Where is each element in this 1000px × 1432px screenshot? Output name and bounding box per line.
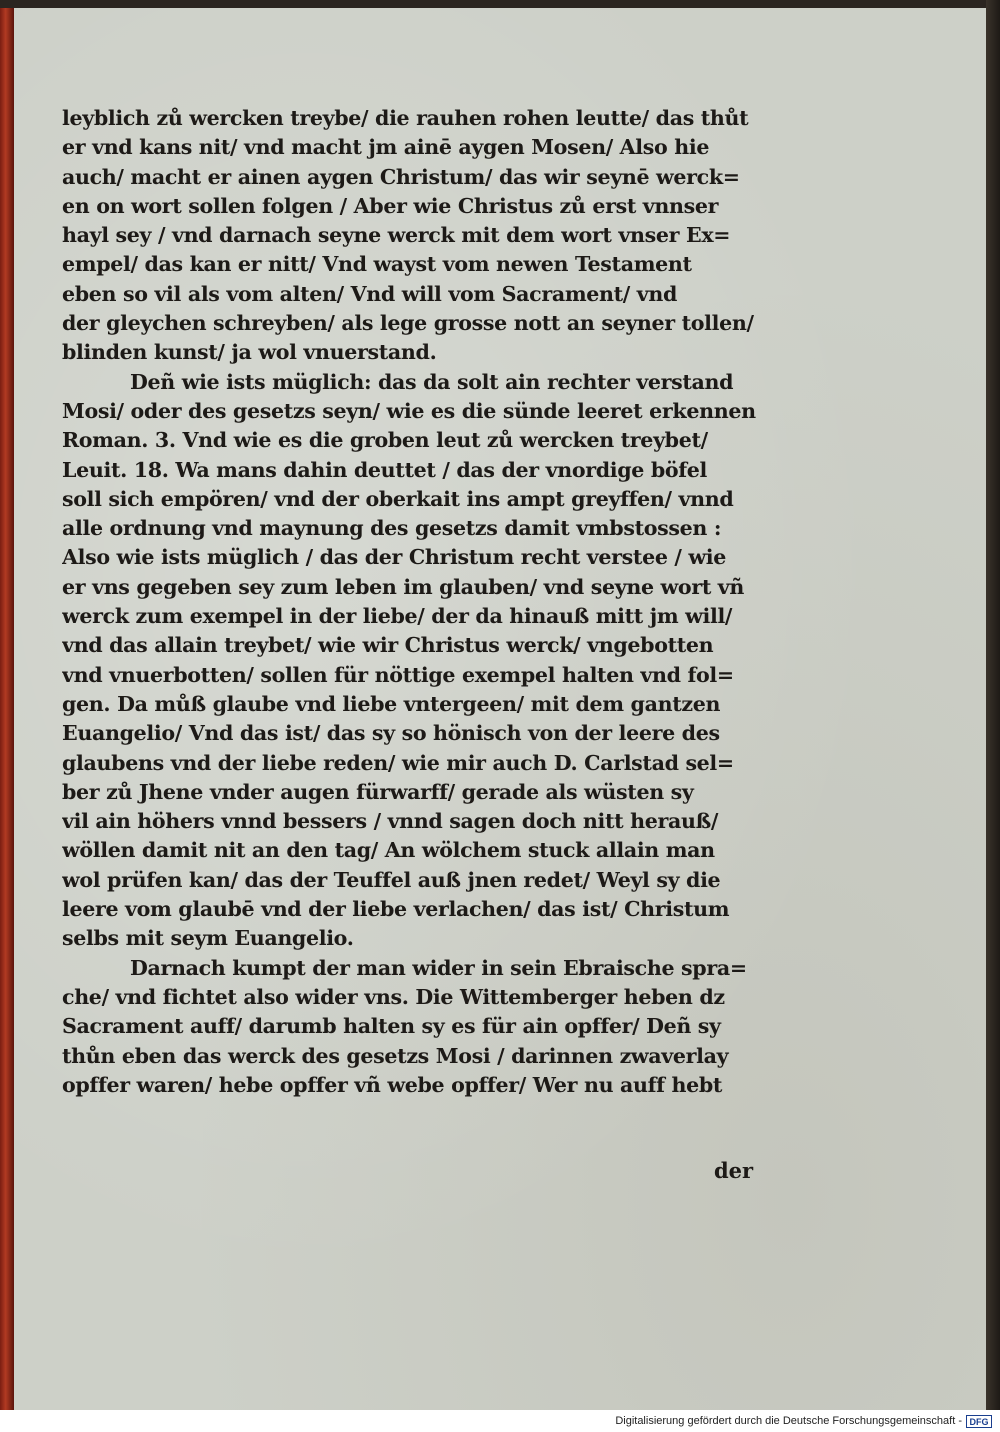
scan-right-edge (986, 0, 1000, 1410)
text-line: soll sich empören/ vnd der oberkait ins ampt greyffen/ vnnd (62, 486, 734, 511)
text-line: wöllen damit nit an den tag/ An wölchem stuck allain man (62, 838, 715, 863)
funding-credit: Digitalisierung gefördert durch die Deutsche Forschungsgemeinschaft - (615, 1415, 962, 1427)
text-line: en on wort sollen folgen / Aber wie Christus zů erst vnnser (62, 193, 719, 218)
catchword: der (714, 1158, 754, 1183)
text-line: der gleychen schreyben/ als lege grosse nott an seyner tollen/ (62, 311, 754, 336)
dfg-logo-icon: DFG (966, 1415, 992, 1428)
text-line: ber zů Jhene vnder augen fürwarff/ gerade als wüsten sy (62, 779, 694, 804)
text-line: Roman. 3. Vnd wie es die groben leut zů wercken treybet/ (62, 428, 708, 453)
text-line: thůn eben das werck des gesetzs Mosi / darinnen zwaverlay (62, 1043, 729, 1068)
text-line: Also wie ists müglich / das der Christum recht verstee / wie (62, 545, 726, 570)
book-binding-edge (0, 8, 14, 1410)
text-line: blinden kunst/ ja wol vnuerstand. (62, 340, 437, 365)
text-line: Sacrament auff/ darumb halten sy es für ain opffer/ Deñ sy (62, 1014, 721, 1039)
text-line: che/ vnd fichtet also wider vns. Die Wittemberger heben dz (62, 984, 725, 1009)
text-line: vnd vnuerbotten/ sollen für nöttige exempel halten vnd fol= (62, 662, 734, 687)
text-line: vnd das allain treybet/ wie wir Christus werck/ vngebotten (62, 633, 714, 658)
paragraph-start-line: Darnach kumpt der man wider in sein Ebraische spra= (130, 955, 747, 980)
text-line: glaubens vnd der liebe reden/ wie mir auch D. Carlstad sel= (62, 750, 734, 775)
paragraph-start-line: Deñ wie ists müglich: das da solt ain rechter verstand (130, 369, 734, 394)
text-line: hayl sey / vnd darnach seyne werck mit dem wort vnser Ex= (62, 223, 731, 248)
text-line: Mosi/ oder des gesetzs seyn/ wie es die sünde leeret erkennen (62, 398, 756, 423)
text-line: gen. Da můß glaube vnd liebe vntergeen/ mit dem gantzen (62, 691, 721, 716)
text-line: werck zum exempel in der liebe/ der da hinauß mitt jm will/ (62, 604, 733, 629)
text-line: er vnd kans nit/ vnd macht jm ainē aygen Mosen/ Also hie (62, 135, 710, 160)
text-line: auch/ macht er ainen aygen Christum/ das wir seynē werck= (62, 164, 740, 189)
text-line: vil ain höhers vnnd bessers / vnnd sagen doch nitt herauß/ (62, 809, 719, 834)
paper-page (14, 8, 986, 1410)
text-line: er vns gegeben sey zum leben im glauben/ vnd seyne wort vñ (62, 574, 745, 599)
body-text (62, 104, 792, 1100)
text-line: Leuit. 18. Wa mans dahin deuttet / das der vnordige böfel (62, 457, 708, 482)
text-line: leyblich zů wercken treybe/ die rauhen rohen leutte/ das thůt (62, 106, 749, 130)
text-line: selbs mit seym Euangelio. (62, 926, 354, 951)
text-line: opffer waren/ hebe opffer vñ webe opffer/ Wer nu auff hebt (62, 1072, 723, 1097)
text-line: alle ordnung vnd maynung des gesetzs damit vmbstossen : (62, 516, 722, 541)
text-line: leere vom glaubē vnd der liebe verlachen/ das ist/ Christum (62, 897, 730, 922)
text-line: eben so vil als vom alten/ Vnd will vom Sacrament/ vnd (62, 281, 678, 306)
text-line: empel/ das kan er nitt/ Vnd wayst vom newen Testament (62, 252, 692, 277)
footer-bar (0, 1410, 1000, 1432)
text-line: wol prüfen kan/ das der Teuffel auß jnen redet/ Weyl sy die (62, 867, 721, 892)
text-line: Euangelio/ Vnd das ist/ das sy so hönisch von der leere des (62, 721, 720, 746)
